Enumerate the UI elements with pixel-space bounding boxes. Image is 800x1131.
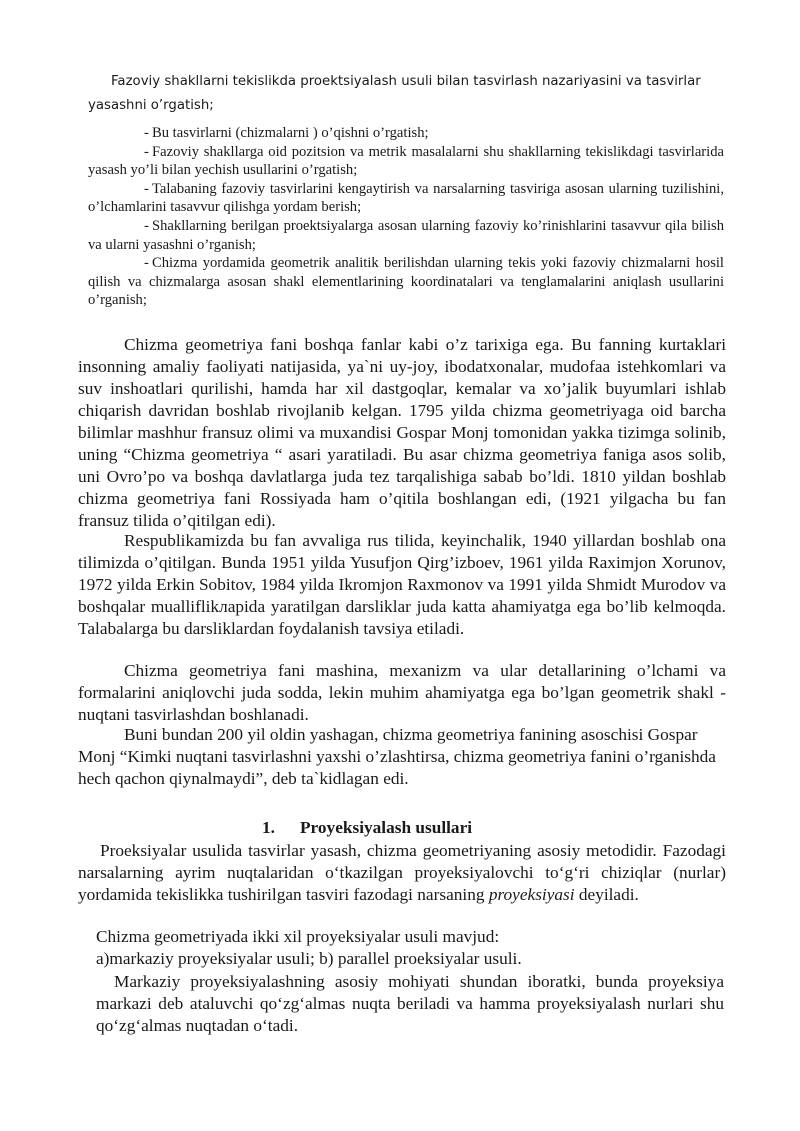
bullet-dash: - [144, 180, 149, 197]
section-title: Proyeksiyalash usullari [300, 818, 473, 837]
central-projection-paragraph: Markaziy proyeksiyalashning asosiy mohiyati shundan iboratki, bunda proyeksiya markazi deb ataluvchi qo‘zg‘almas nuqta beriladi va hamma proyeksiyalash nurlari shu qo‘zg‘almas nuqtadan o‘tadi. [96, 972, 724, 1035]
definition-text-end: deyiladi. [574, 885, 639, 904]
bullet-dash: - [144, 125, 149, 141]
projection-definition-paragraph [78, 840, 726, 906]
list-item [88, 217, 724, 254]
methods-list-line: a)markaziy proyeksiyalar usuli; b) parallel proeksiyalar usuli. [96, 949, 522, 968]
bullet-dash: - [144, 255, 149, 272]
republic-paragraph: Respublikamizda bu fan avvaliga rus tilida, keyinchalik, 1940 yillardan boshlab ona tilimizda o’qitilgan. Bunda 1951 yilda Yusufjon Qirg’izboev, 1961 yilda Raximjon Xorunov, 1972 yilda Erkin Sobitov, 1984 yilda Ikromjon Raxmonov va 1991 yilda Shmidt Murodov va boshqalar mualliflikларida yaratilgan darsliklar juda katta ahamiyatga ega bo’lib kelmoqda. Talabalarga bu darsliklardan foydalanish tavsiya etiladi. [78, 531, 726, 638]
definition-text-start: Proeksiyalar usulida tasvirlar yasash, chizma geometriyaning asosiy metodidir. Fazodagi narsalarning ayrim nuqtalaridan o‘tkazilgan proyeksiyalovchi to‘g‘ri chiziqlar (nurlar) yordamida tekislikka tushirilgan tasviri fazodagi narsaning [78, 841, 726, 904]
bullet-dash: - [144, 217, 149, 234]
methods-intro-line: Chizma geometriyada ikki xil proyeksiyalar usuli mavjud: [96, 927, 500, 946]
list-item [88, 143, 724, 180]
list-item [88, 254, 724, 310]
section-heading [262, 818, 472, 838]
list-item-text: Fazoviy shakllarga oid pozitsion va metrik masalalarni shu shakllarning tekislikdagi tasvirlarida yasash yo’li bilan yechish usullarini o’rgatish; [88, 143, 724, 179]
monge-quote-paragraph: Buni bundan 200 yil oldin yashagan, chizma geometriya fanining asoschisi Gospar Monj “Kimki nuqtani tasvirlashni yaxshi o’zlashtirsa, chizma geometriya fanini o’rganishda hech qachon qiynalmaydi”, deb ta`kidlagan edi. [78, 725, 716, 788]
intro-paragraph: Fazoviy shakllarni tekislikda proektsiyalash usuli bilan tasvirlash nazariyasini va tasvirlar yasashni o’rgatish; [88, 74, 701, 113]
list-item-text: Bu tasvirlarni (chizmalarni ) o’qishni o’rgatish; [152, 125, 429, 141]
list-item-text: Chizma yordamida geometrik analitik berilishdan ularning tekis yoki fazoviy chizmalarni hosil qilish va chizmalarga asosan shakl elementlarining koordinatalari va tenglamalarini aniqlash usullarini o’rganish; [88, 255, 724, 309]
objectives-list [88, 124, 724, 310]
list-item [88, 180, 724, 217]
section-number: 1. [262, 818, 275, 837]
point-paragraph: Chizma geometriya fani mashina, mexanizm va ular detallarining o’lchami va formalarini aniqlovchi juda sodda, lekin muhim ahamiyatga ega bo’lgan geometrik shakl - nuqtani tasvirlashdan boshlanadi. [78, 661, 726, 724]
history-paragraph: Chizma geometriya fani boshqa fanlar kabi o’z tarixiga ega. Bu fanning kurtaklari insonning amaliy faoliyati natijasida, ya`ni uy-joy, ibodatxonalar, mudofaa istehkomlari va suv inshoatlari qurilishi, hamda har xil dastgoqlar, kemalar va xo’jalik buyumlari ishlab chiqarish davridan boshlab rivojlanib kelgan. 1795 yilda chizma geometriyaga oid barcha bilimlar mashhur fransuz olimi va muxandisi Gospar Monj tomonidan yakka tizimga solinib, uning “Chizma geometriya “ asari yaratiladi. Bu asar chizma geometriya faniga asos solib, uni Ovro’po va boshqa davlatlarga juda tez tarqalishiga sabab bo’ldi. 1810 yildan boshlab chizma geometriya fani Rossiyada ham o’qitila boshlangan edi, (1921 yilgacha bu fan fransuz tilida o’qitilgan edi). [78, 335, 726, 530]
list-item-text: Shakllarning berilgan proektsiyalarga asosan ularning fazoviy ko’rinishlarini tasavvur qila bilish va ularni yasashni o’rganish; [88, 217, 724, 253]
list-item-text: Talabaning fazoviy tasvirlarini kengaytirish va narsalarning tasviriga asosan ularning tuzilishini, o’lchamlarini tasavvur qilishga yordam berish; [88, 180, 724, 216]
definition-term: proyeksiyasi [488, 885, 575, 904]
bullet-dash: - [144, 143, 149, 160]
list-item [88, 124, 724, 143]
